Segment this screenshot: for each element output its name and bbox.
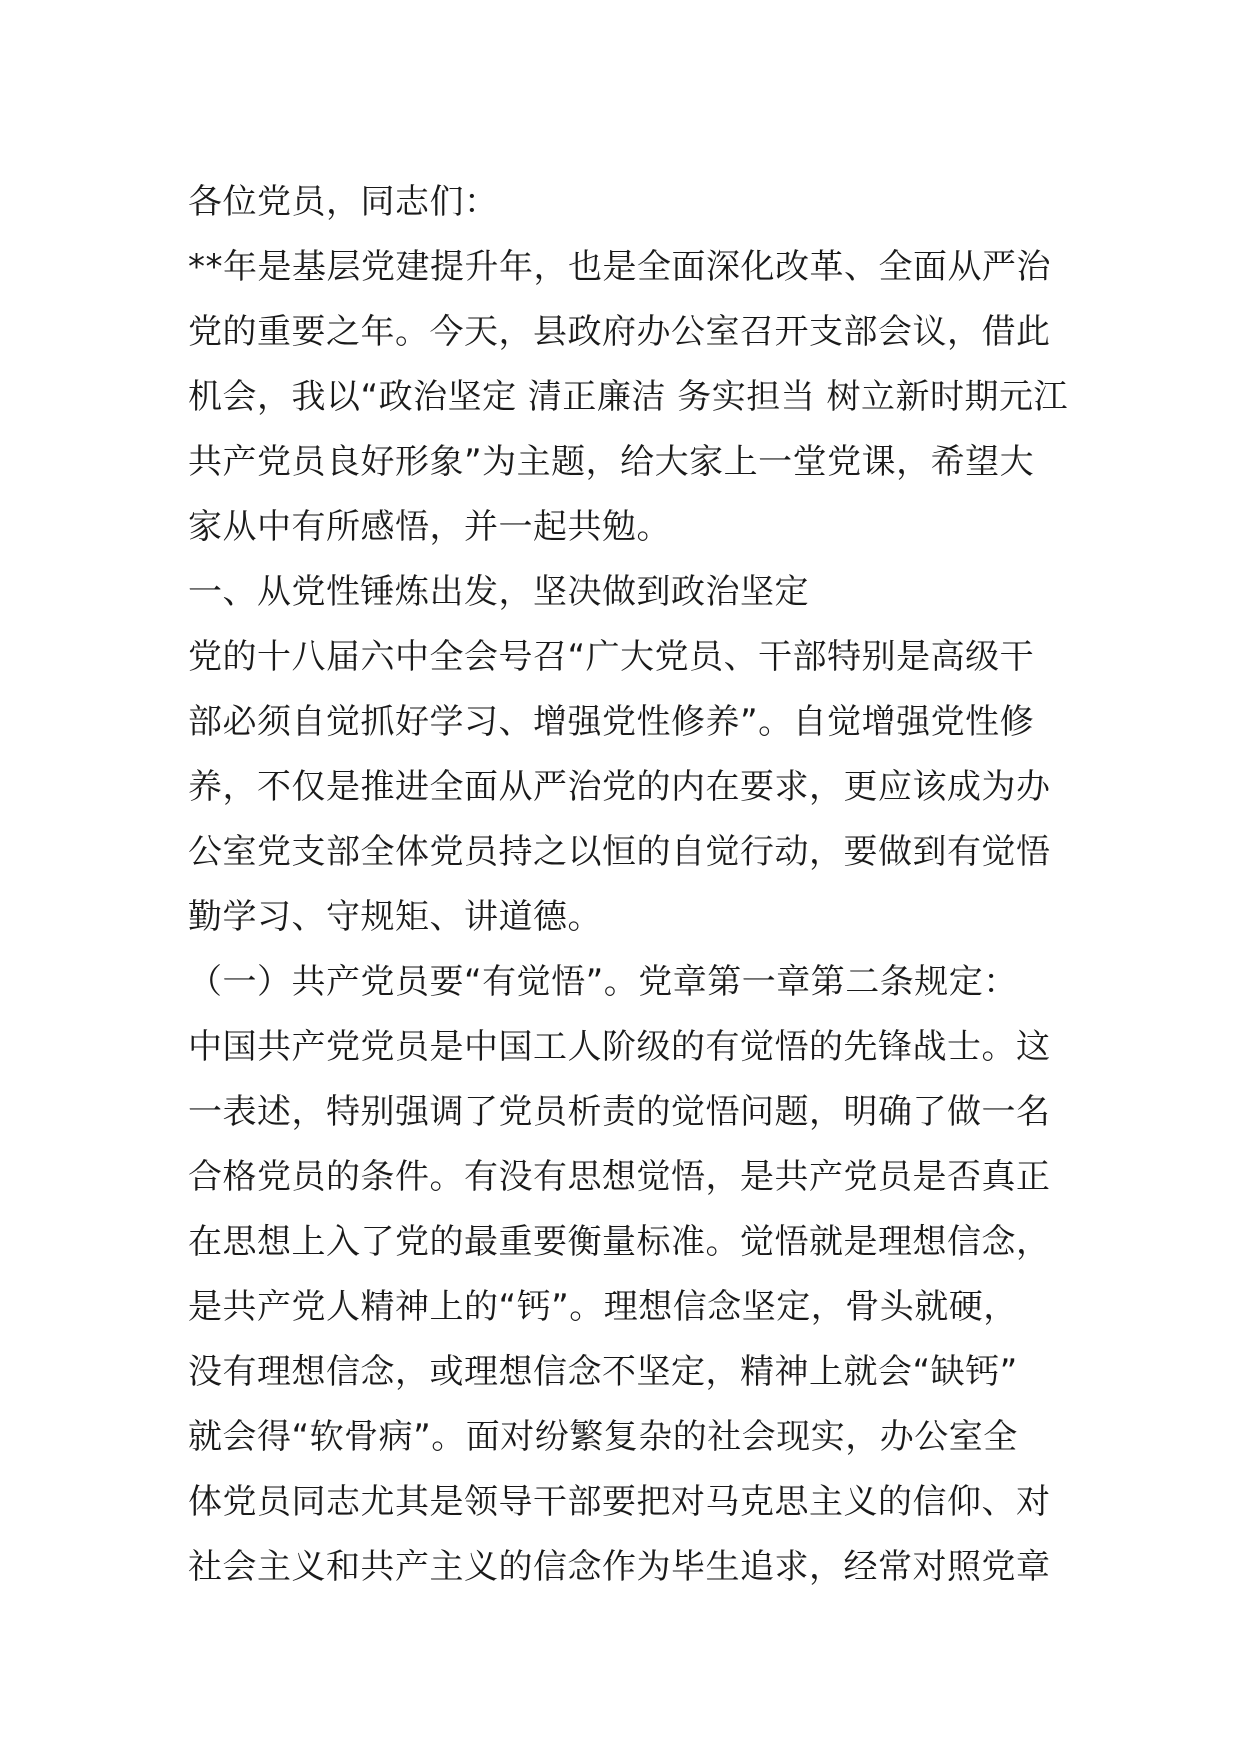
paragraph-line: 勤学习、守规矩、讲道德。 (188, 897, 602, 937)
paragraph-line: 社会主义和共产主义的信念作为毕生追求，经常对照党章 (188, 1547, 1051, 1587)
paragraph-line: 中国共产党党员是中国工人阶级的有觉悟的先锋战士。这 (188, 1027, 1051, 1067)
subsection-line: （一）共产党员要“有觉悟”。党章第一章第二条规定： (188, 962, 1018, 1002)
paragraph-line: 机会，我以“政治坚定 清正廉洁 务实担当 树立新时期元江 (188, 377, 1069, 417)
paragraph-line: 是共产党人精神上的“钙”。理想信念坚定，骨头就硬， (188, 1287, 1018, 1327)
paragraph-line: 党的重要之年。今天，县政府办公室召开支部会议，借此 (188, 312, 1051, 352)
paragraph-line: 公室党支部全体党员持之以恒的自觉行动，要做到有觉悟 (188, 832, 1051, 872)
paragraph-line: 体党员同志尤其是领导干部要把对马克思主义的信仰、对 (188, 1482, 1051, 1522)
paragraph-line: **年是基层党建提升年，也是全面深化改革、全面从严治 (188, 247, 1051, 287)
paragraph-line: 就会得“软骨病”。面对纷繁复杂的社会现实，办公室全 (188, 1417, 1018, 1457)
paragraph-line: 部必须自觉抓好学习、增强党性修养”。自觉增强党性修 (188, 702, 1035, 742)
paragraph-line: 党的十八届六中全会号召“广大党员、干部特别是高级干 (188, 637, 1035, 677)
paragraph-line: 家从中有所感悟，并一起共勉。 (188, 507, 671, 547)
paragraph-line: 养，不仅是推进全面从严治党的内在要求，更应该成为办 (188, 767, 1051, 807)
document-body (188, 170, 1069, 1600)
paragraph-line: 共产党员良好形象”为主题，给大家上一堂党课，希望大 (188, 442, 1035, 482)
paragraph-line: 在思想上入了党的最重要衡量标准。觉悟就是理想信念， (188, 1222, 1051, 1262)
paragraph-line: 一表述，特别强调了党员析责的觉悟问题，明确了做一名 (188, 1092, 1051, 1132)
paragraph-line: 没有理想信念，或理想信念不坚定，精神上就会“缺钙” (188, 1352, 1018, 1392)
salutation: 各位党员，同志们： (188, 182, 499, 222)
paragraph-line: 合格党员的条件。有没有思想觉悟，是共产党员是否真正 (188, 1157, 1051, 1197)
section-heading: 一、从党性锤炼出发，坚决做到政治坚定 (188, 572, 809, 612)
